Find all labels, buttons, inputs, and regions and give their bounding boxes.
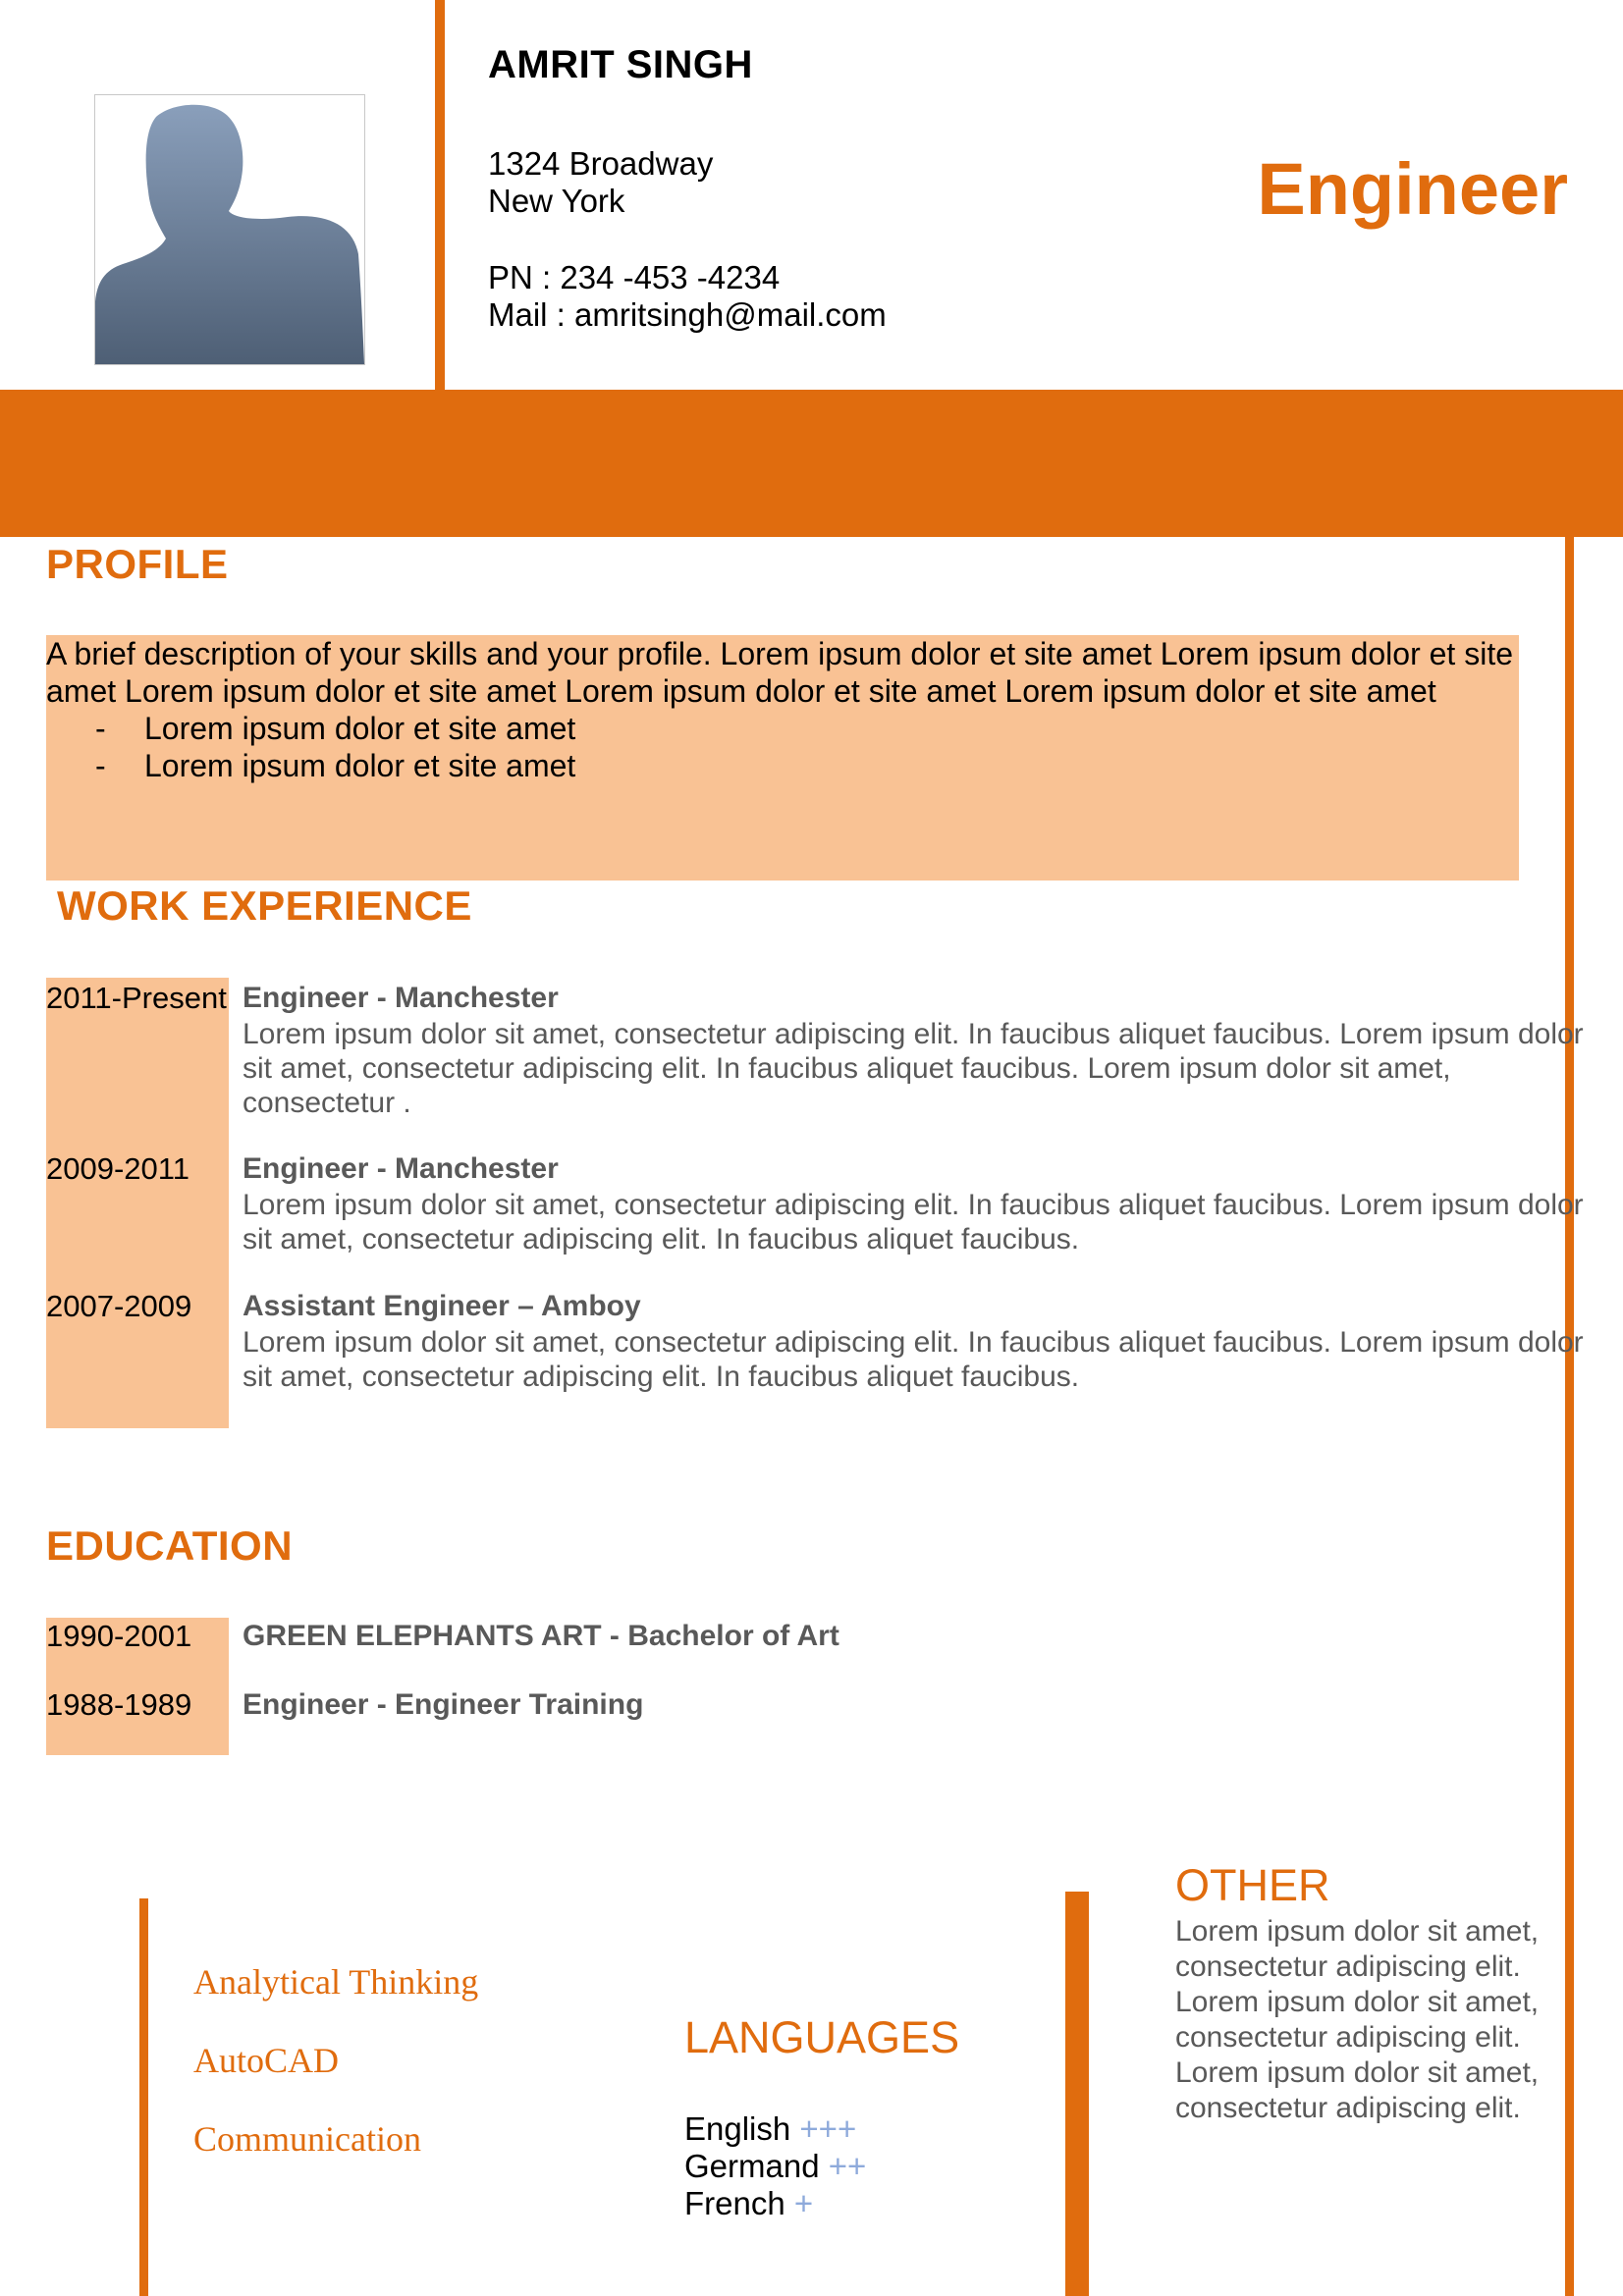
contact-block xyxy=(488,145,887,334)
work-dates-3: 2007-2009 xyxy=(46,1289,192,1323)
list-item: - Lorem ipsum dolor et site amet xyxy=(95,748,576,783)
education-dates-2: 1988-1989 xyxy=(46,1687,192,1722)
skill-item-2: AutoCAD xyxy=(193,2041,340,2080)
work-heading-2: Engineer - Manchester xyxy=(243,1152,559,1185)
work-description-2: Lorem ipsum dolor sit amet, consectetur adipiscing elit. In faucibus aliquet faucibus. Lorem ipsum dolor sit amet, consectetur adipiscing elit. In faucibus aliquet faucibus. xyxy=(243,1189,1584,1255)
other-divider xyxy=(1065,1892,1089,2296)
languages-heading: LANGUAGES xyxy=(684,2012,960,2062)
address-line1: 1324 Broadway xyxy=(488,145,714,182)
address-line2: New York xyxy=(488,183,625,219)
education-heading-2: Engineer - Engineer Training xyxy=(243,1688,644,1721)
skill-item-3: Communication xyxy=(193,2119,421,2159)
work-description-1: Lorem ipsum dolor sit amet, consectetur adipiscing elit. In faucibus aliquet faucibus. Lorem ipsum dolor sit amet, consectetur adipiscing elit. In faucibus aliquet faucibus. Lorem ipsum dolor sit amet, consectetur . xyxy=(243,1018,1584,1119)
language-item: French + xyxy=(684,2185,814,2221)
profile-photo xyxy=(94,94,365,365)
work-entry-3 xyxy=(243,1288,1607,1394)
profile-bullets xyxy=(46,710,1519,784)
phone-number: PN : 234 -453 -4234 xyxy=(488,259,781,295)
profile-box xyxy=(46,635,1519,881)
work-description-3: Lorem ipsum dolor sit amet, consectetur adipiscing elit. In faucibus aliquet faucibus. Lorem ipsum dolor sit amet, consectetur adipiscing elit. In faucibus aliquet faucibus. xyxy=(243,1326,1584,1393)
list-item: - Lorem ipsum dolor et site amet xyxy=(95,711,576,746)
language-item: English +++ xyxy=(684,2110,857,2147)
other-text: Lorem ipsum dolor sit amet, consectetur adipiscing elit. Lorem ipsum dolor sit amet, consectetur adipiscing elit. Lorem ipsum dolor sit amet, consectetur adipiscing elit. xyxy=(1175,1915,1540,2124)
person-silhouette-icon xyxy=(95,95,364,364)
orange-band xyxy=(0,390,1623,537)
work-entry-1 xyxy=(243,980,1607,1120)
education-heading-1: GREEN ELEPHANTS ART - Bachelor of Art xyxy=(243,1620,839,1652)
work-heading-1: Engineer - Manchester xyxy=(243,982,559,1014)
work-experience-heading: WORK EXPERIENCE xyxy=(57,882,472,929)
other-heading: OTHER xyxy=(1175,1860,1330,1910)
job-title: Engineer xyxy=(1257,148,1568,230)
candidate-name: AMRIT SINGH xyxy=(488,43,753,86)
education-dates-1: 1990-2001 xyxy=(46,1619,192,1653)
work-entry-2 xyxy=(243,1150,1607,1256)
work-dates-1: 2011-Present xyxy=(46,981,227,1015)
work-date-column xyxy=(46,978,229,1428)
profile-description: A brief description of your skills and your profile. Lorem ipsum dolor et site amet Lorem ipsum dolor et site amet Lorem ipsum dolor et site amet Lorem ipsum dolor et site amet Lorem ipsum dolor et site amet xyxy=(46,636,1513,709)
header-divider xyxy=(435,0,445,393)
skills-divider xyxy=(139,1898,148,2296)
work-dates-2: 2009-2011 xyxy=(46,1151,189,1186)
profile-heading: PROFILE xyxy=(46,541,229,587)
education-heading: EDUCATION xyxy=(46,1522,294,1569)
email-address: Mail : amritsingh@mail.com xyxy=(488,296,887,333)
skill-item-1: Analytical Thinking xyxy=(193,1962,479,2002)
languages-list xyxy=(684,2110,866,2222)
language-item: Germand ++ xyxy=(684,2148,867,2184)
work-heading-3: Assistant Engineer – Amboy xyxy=(243,1290,641,1322)
